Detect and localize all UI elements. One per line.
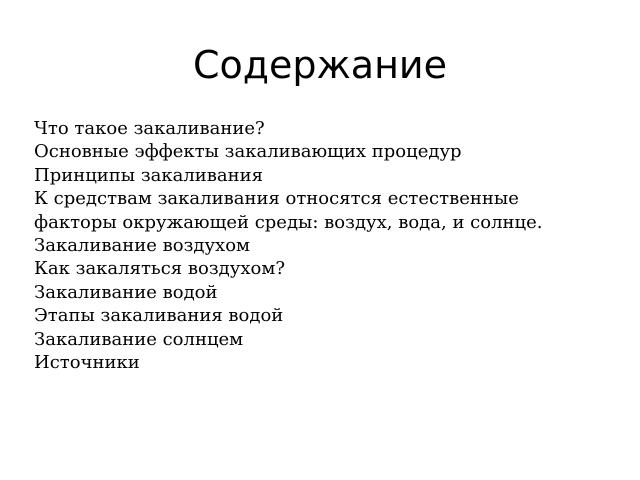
- contents-item: Закаливание солнцем: [34, 328, 244, 350]
- contents-item: К средствам закаливания относятся естественные: [34, 188, 519, 210]
- contents-item: Закаливание водой: [34, 281, 218, 303]
- contents-item: Закаливание воздухом: [34, 235, 251, 257]
- contents-item: Принципы закаливания: [34, 164, 264, 186]
- contents-item: Что такое закаливание?: [34, 118, 265, 139]
- contents-item: Этапы закаливания водой: [34, 305, 284, 327]
- contents-list: [34, 117, 624, 374]
- contents-item: Основные эффекты закаливающих процедур: [34, 141, 462, 163]
- contents-item: факторы окружающей среды: воздух, вода, и солнце.: [34, 211, 543, 233]
- contents-item: Как закаляться воздухом?: [34, 258, 285, 280]
- contents-item: Источники: [34, 352, 140, 374]
- slide-title: Содержание: [193, 43, 447, 87]
